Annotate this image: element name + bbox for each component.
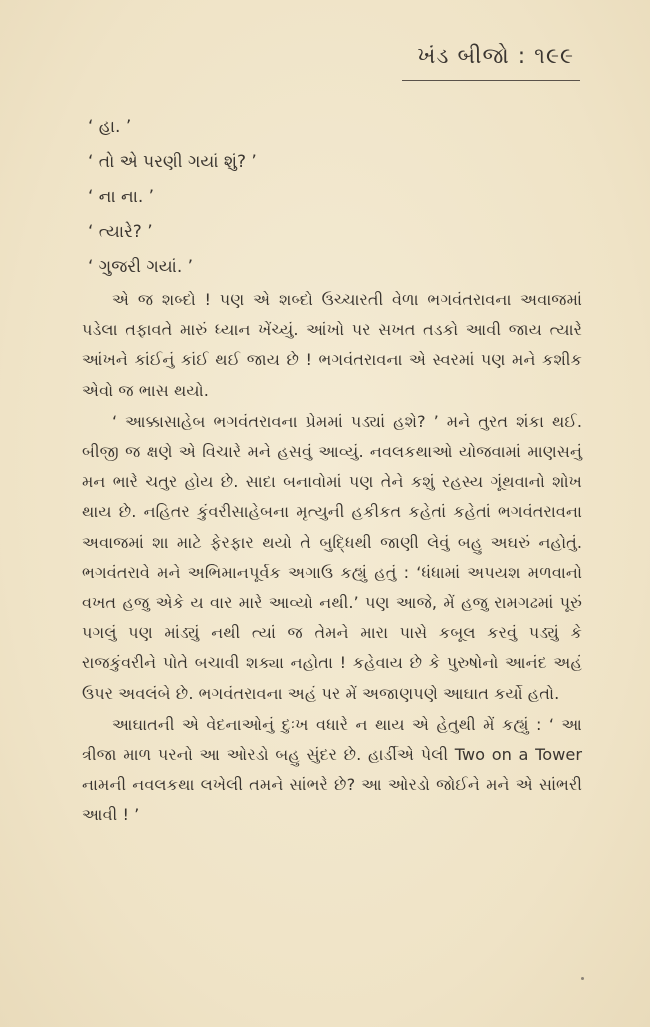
running-header: ખંડ બીજો : ૧૯૯ — [417, 44, 574, 69]
page-body — [82, 110, 582, 831]
header-rule — [402, 80, 580, 81]
paragraph: આઘાતની એ વેદનાઓનું દુઃખ વધારે ન થાય એ હેતુથી મેં કહ્યું : ‘ આ ત્રીજા માળ પરનો આ ઓરડો બહુ સુંદર છે. હાર્ડીએ પેલી Two on a Tower નામની નવલકથા લખેલી તમને સાંભરે છે? આ ઓરડો જોઈને મને એ સાંભરી આવી ! ’ — [82, 714, 582, 825]
dialogue-line: ‘ તો એ પરણી ગયાં શું? ’ — [88, 152, 257, 172]
dialogue-line: ‘ ના ના. ’ — [88, 187, 155, 207]
paragraph: એ જ શબ્દો ! પણ એ શબ્દો ઉચ્ચારતી વેળા ભગવંતરાવના અવાજમાં પડેલા તફાવતે મારું ધ્યાન ખેંચ્યું. આંખો પર સખત તડકો આવી જાય ત્યારે આંખને કાંઈનું કાંઈ થઈ જાય છે ! ભગવંતરાવના એ સ્વરમાં પણ મને કશીક એવો જ ભાસ થયો. — [82, 290, 582, 400]
dialogue-line: ‘ હા. ’ — [88, 117, 132, 137]
dialogue-line: ‘ ગુજરી ગયાં. ’ — [88, 257, 194, 277]
dialogue-line: ‘ ત્યારે? ’ — [88, 222, 153, 242]
page-speck — [581, 977, 584, 980]
paragraph: ‘ આક્કાસાહેબ ભગવંતરાવના પ્રેમમાં પડ્યાં હશે? ’ મને તુરત શંકા થઈ. બીજી જ ક્ષણે એ વિચારે મને હસવું આવ્યું. નવલકથાઓ યોજવામાં માણસનું મન ભારે ચતુર હોય છે. સાદા બનાવોમાં પણ તેને કશું રહસ્ય ગૂંથવાનો શોખ થાય છે. નહિતર કુંવરીસાહેબના મૃત્યુની હકીકત કહેતાં કહેતાં ભગવંતરાવના અવાજમાં શા માટે ફેરફાર થયો તે બુદ્ધિથી જાણી લેવું બહુ અઘરું નહોતું. ભગવંતરાવે મને અભિમાનપૂર્વક અગાઉ કહ્યું હતું : ‘ધંધામાં અપયશ મળવાનો વખત હજુ એકે ય વાર મારે આવ્યો નથી.’ પણ આજે, મેં હજુ રામગઢમાં પૂરું પગલું પણ માંડ્યું નથી ત્યાં જ તેમને મારા પાસે કબૂલ કરવું પડ્યું કે રાજકુંવરીને પોતે બચાવી શક્યા નહોતા ! કહેવાય છે કે પુરુષોનો આનંદ અહં ઉપર અવલંબે છે. ભગવંતરાવના અહં પર મેં અજાણપણે આઘાત કર્યો હતો. — [82, 411, 582, 703]
